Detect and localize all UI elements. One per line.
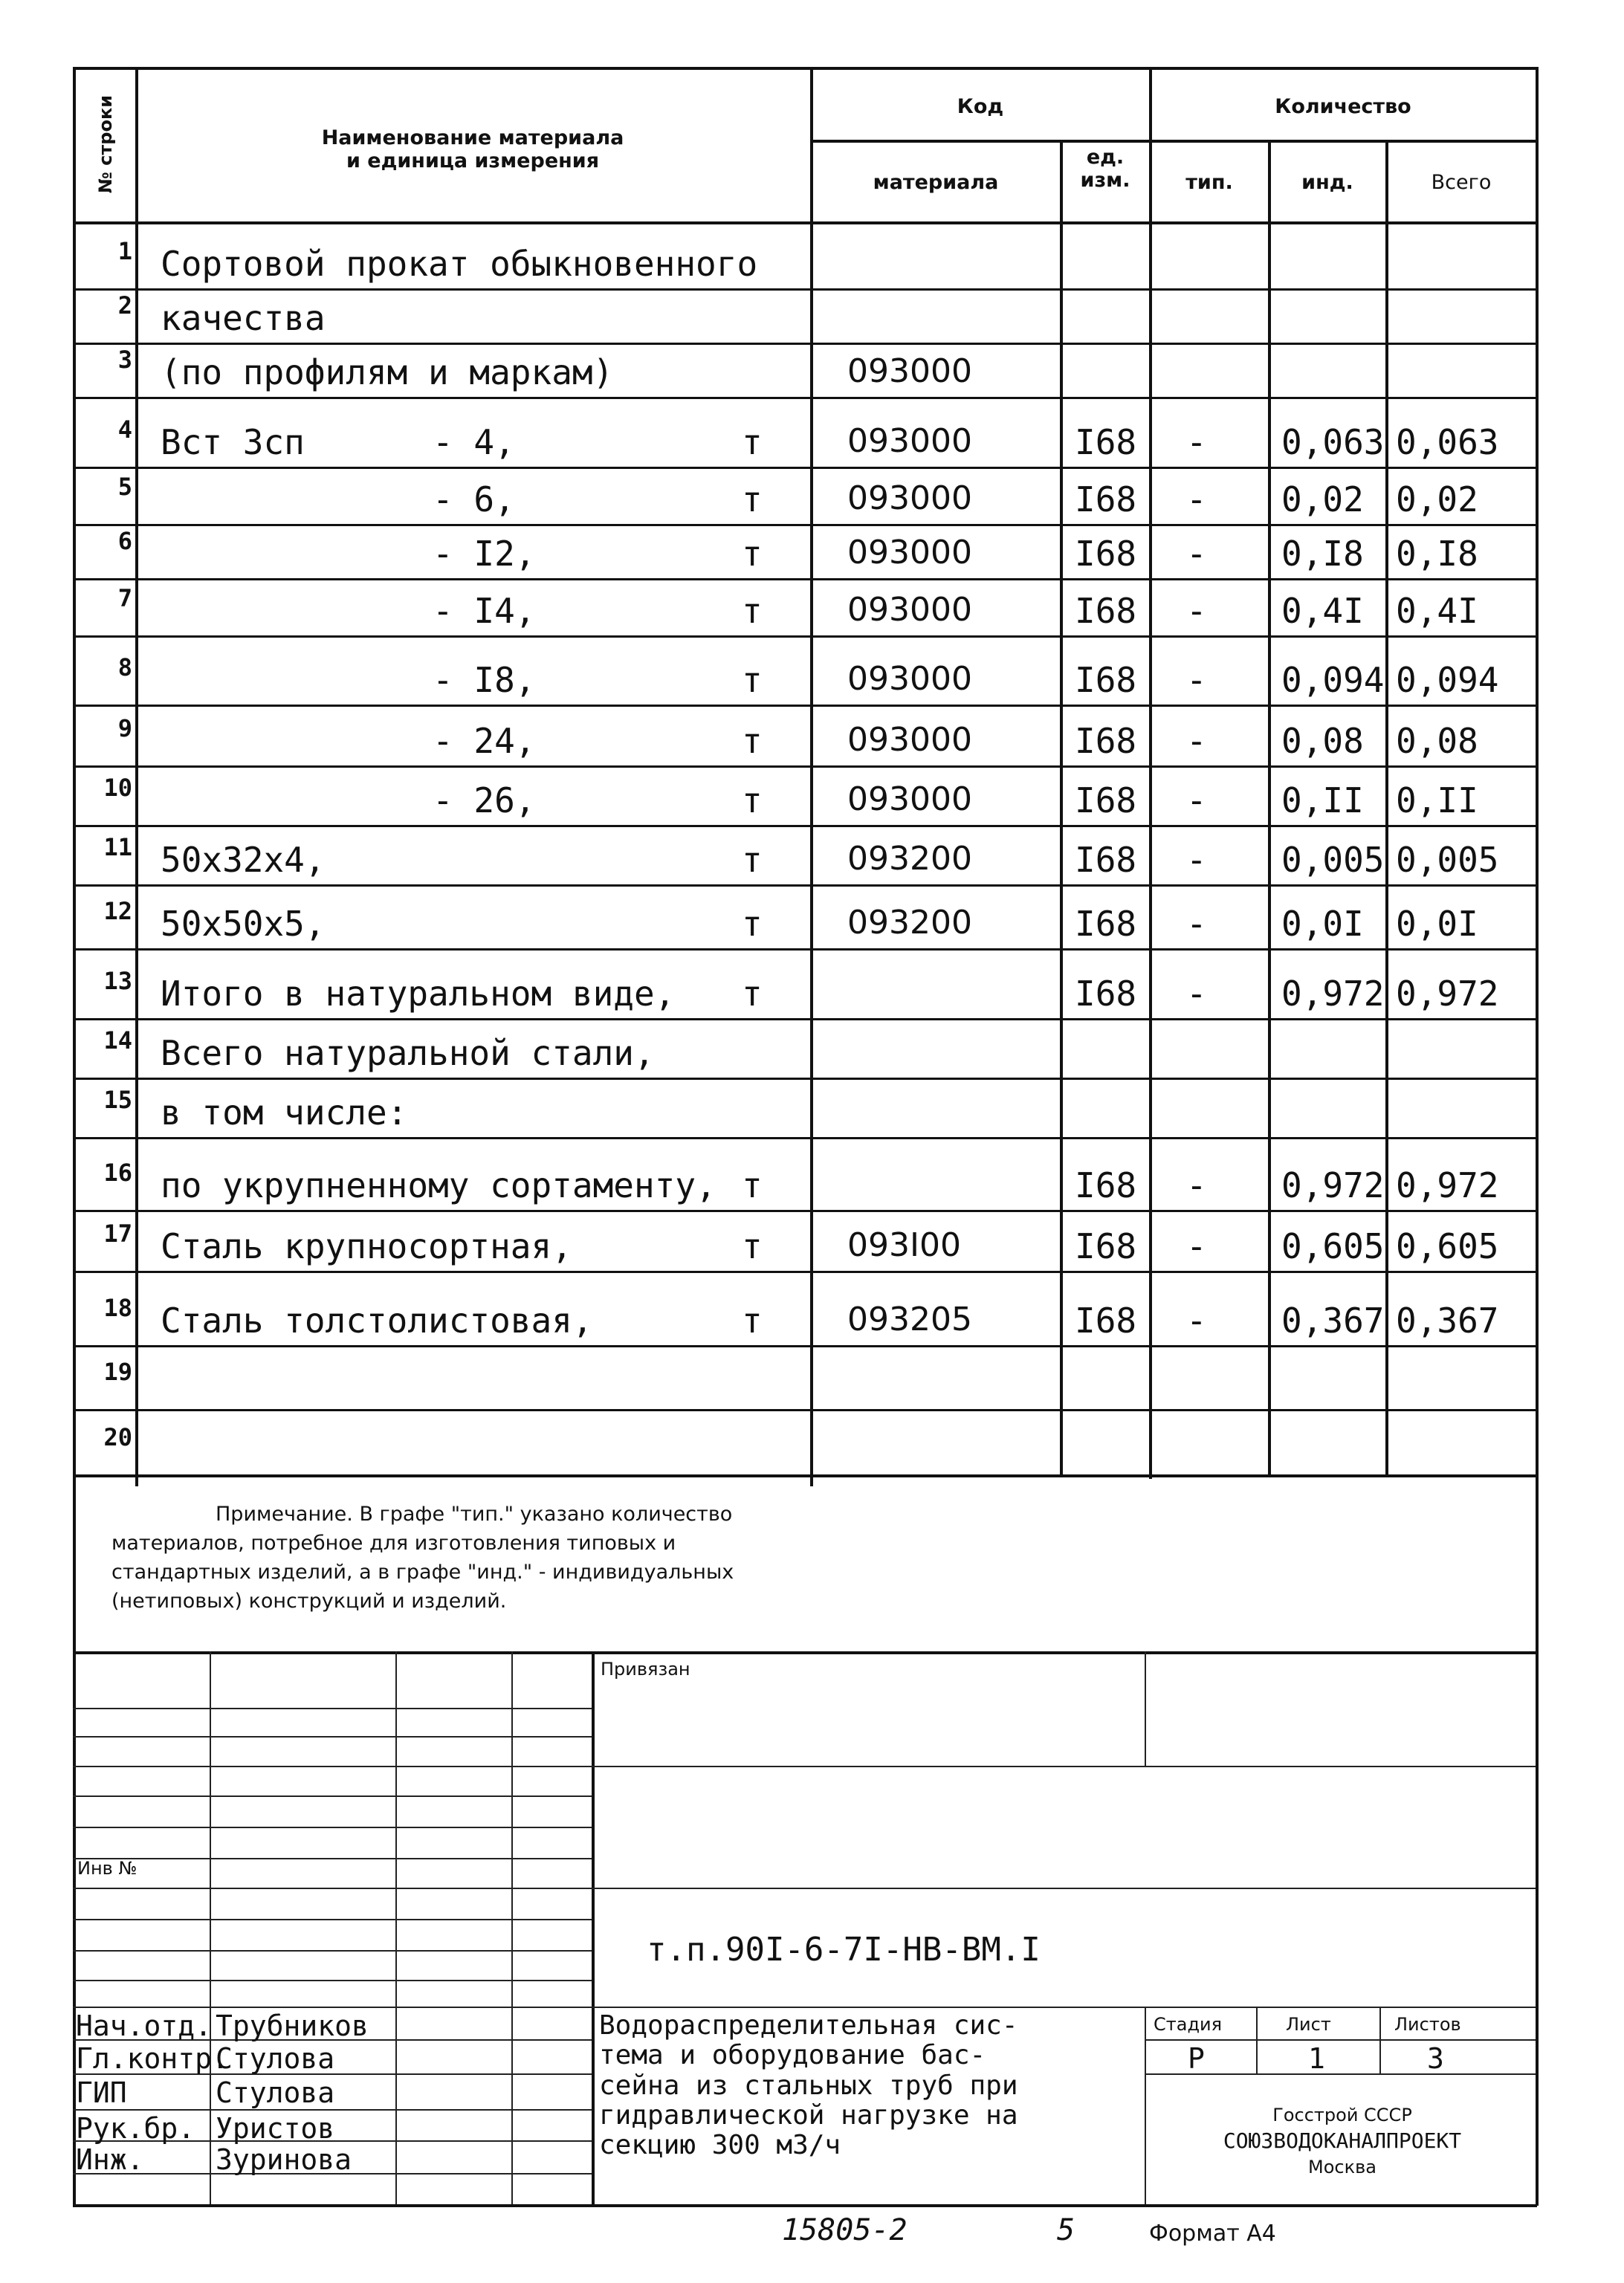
- qty-typ: -: [1186, 974, 1207, 1014]
- signature-role: Гл.контр.: [76, 2042, 229, 2075]
- material-code: 093000: [847, 591, 972, 629]
- header-code: Код: [957, 95, 1004, 118]
- profile-size: - 26,: [433, 780, 536, 820]
- unit-code: I68: [1075, 1226, 1137, 1266]
- material-code: 093000: [847, 534, 972, 571]
- material-code: 093000: [847, 352, 972, 390]
- material-code: 093I00: [847, 1226, 961, 1264]
- qty-typ: -: [1186, 591, 1207, 631]
- material-code: 093200: [847, 904, 972, 942]
- sheet-title: Водораспределительная сис- тема и оборудование бас- сейна из стальных труб при гидравлической нагрузке на секцию 300 м3/ч: [599, 2010, 1018, 2161]
- qty-ind: 0,II: [1281, 780, 1364, 820]
- sheet-header: Лист: [1286, 2014, 1331, 2035]
- row-number: 3: [117, 346, 132, 374]
- qty-typ: -: [1186, 721, 1207, 761]
- signature-name: Трубников: [216, 2010, 369, 2042]
- profile-size: - I4,: [433, 591, 536, 631]
- row-number: 18: [103, 1294, 132, 1322]
- sheet-value: 1: [1308, 2042, 1325, 2075]
- row-number: 7: [117, 584, 132, 612]
- qty-typ: -: [1186, 1301, 1207, 1341]
- unit-code: I68: [1075, 974, 1137, 1014]
- row-number: 6: [117, 527, 132, 555]
- qty-typ: -: [1186, 479, 1207, 519]
- page-number: 5: [1057, 2213, 1075, 2247]
- profile-size: - I8,: [433, 660, 536, 700]
- unit-code: I68: [1075, 660, 1137, 700]
- qty-total: 0,972: [1396, 1165, 1499, 1205]
- unit-letter: т: [742, 660, 763, 700]
- qty-ind: 0,063: [1281, 422, 1385, 462]
- header-unit: ед. изм.: [1080, 146, 1130, 192]
- qty-ind: 0,4I: [1281, 591, 1364, 631]
- qty-total: 0,605: [1396, 1226, 1499, 1266]
- row-number: 20: [103, 1423, 132, 1451]
- qty-total: 0,I8: [1396, 534, 1478, 574]
- unit-letter: т: [742, 721, 763, 761]
- header-name: Наименование материала и единица измерения: [321, 126, 624, 172]
- document-code: т.п.90I-6-7I-НВ-ВМ.I: [647, 1931, 1041, 1969]
- material-code: 093205: [847, 1301, 972, 1338]
- unit-letter: т: [742, 904, 763, 944]
- note-line-1: Примечание. В графе "тип." указано количество: [216, 1503, 733, 1526]
- unit-code: I68: [1075, 1301, 1137, 1341]
- note-line-4: (нетиповых) конструкций и изделий.: [111, 1590, 507, 1613]
- qty-total: 0,063: [1396, 422, 1499, 462]
- signature-name: Стулова: [216, 2076, 335, 2109]
- qty-typ: -: [1186, 422, 1207, 462]
- qty-total: 0,4I: [1396, 591, 1478, 631]
- unit-code: I68: [1075, 1165, 1137, 1205]
- signature-role: Нач.отд.: [76, 2010, 213, 2042]
- material-name: 50x32x4,: [161, 840, 326, 880]
- qty-ind: 0,005: [1281, 840, 1385, 880]
- stage-header: Стадия: [1154, 2014, 1223, 2035]
- row-number: 2: [117, 291, 132, 320]
- unit-letter: т: [742, 591, 763, 631]
- qty-total: 0,08: [1396, 721, 1478, 761]
- material-name: в том числе:: [161, 1092, 408, 1133]
- qty-ind: 0,367: [1281, 1301, 1385, 1341]
- qty-ind: 0,972: [1281, 974, 1385, 1014]
- unit-code: I68: [1075, 840, 1137, 880]
- archive-number: 15805-2: [782, 2213, 908, 2247]
- unit-code: I68: [1075, 422, 1137, 462]
- profile-size: - 6,: [433, 479, 515, 519]
- unit-code: I68: [1075, 904, 1137, 944]
- sheets-value: 3: [1427, 2042, 1444, 2075]
- profile-size: - I2,: [433, 534, 536, 574]
- qty-typ: -: [1186, 534, 1207, 574]
- signature-name: Уристов: [216, 2112, 335, 2145]
- row-number: 16: [103, 1159, 132, 1187]
- header-row-number: № строки: [95, 94, 116, 194]
- material-name: Сортовой прокат обыкновенного: [161, 244, 758, 284]
- qty-ind: 0,08: [1281, 721, 1364, 761]
- row-number: 10: [103, 774, 132, 802]
- profile-size: - 24,: [433, 721, 536, 761]
- material-name: по укрупненному сортаменту,: [161, 1165, 716, 1205]
- sheets-header: Листов: [1394, 2014, 1461, 2035]
- header-quantity: Количество: [1275, 95, 1411, 118]
- header-total: Всего: [1431, 171, 1492, 194]
- format-label: Формат А4: [1149, 2221, 1276, 2247]
- unit-letter: т: [742, 780, 763, 820]
- note: [111, 1500, 1033, 1616]
- qty-typ: -: [1186, 1165, 1207, 1205]
- material-code: 093000: [847, 422, 972, 460]
- unit-letter: т: [742, 974, 763, 1014]
- row-number: 8: [117, 653, 132, 681]
- unit-letter: т: [742, 1165, 763, 1205]
- qty-ind: 0,605: [1281, 1226, 1385, 1266]
- qty-total: 0,02: [1396, 479, 1478, 519]
- material-name: качества: [161, 298, 326, 338]
- qty-total: 0,972: [1396, 974, 1499, 1014]
- qty-typ: -: [1186, 904, 1207, 944]
- material-code: 093200: [847, 840, 972, 878]
- linked-label: Привязан: [601, 1659, 690, 1680]
- material-code: 093000: [847, 721, 972, 759]
- row-number: 5: [117, 473, 132, 501]
- row-number: 17: [103, 1220, 132, 1248]
- signature-name: Стулова: [216, 2042, 335, 2075]
- organization: Госстрой СССР СОЮЗВОДОКАНАЛПРОЕКТ Москва: [1223, 2105, 1462, 2178]
- profile-size: - 4,: [433, 422, 515, 462]
- qty-total: 0,367: [1396, 1301, 1499, 1341]
- signature-name: Зуринова: [216, 2143, 352, 2176]
- qty-total: 0,094: [1396, 660, 1499, 700]
- row-number: 9: [117, 714, 132, 742]
- material-code: 093000: [847, 780, 972, 818]
- material-name: Сталь крупносортная,: [161, 1226, 572, 1266]
- signature-role: Инж.: [76, 2143, 144, 2176]
- unit-code: I68: [1075, 591, 1137, 631]
- unit-code: I68: [1075, 534, 1137, 574]
- qty-typ: -: [1186, 1226, 1207, 1266]
- qty-total: 0,005: [1396, 840, 1499, 880]
- material-name: (по профилям и маркам): [161, 352, 614, 392]
- qty-typ: -: [1186, 660, 1207, 700]
- material-name: Всего натуральной стали,: [161, 1033, 655, 1073]
- unit-code: I68: [1075, 780, 1137, 820]
- unit-letter: т: [742, 840, 763, 880]
- material-name: Вст 3сп: [161, 422, 305, 462]
- row-number: 4: [117, 415, 132, 444]
- header-ind: инд.: [1301, 171, 1353, 194]
- row-number: 19: [103, 1358, 132, 1386]
- row-number: 13: [103, 967, 132, 995]
- stage-value: Р: [1188, 2042, 1205, 2075]
- row-number: 11: [103, 833, 132, 861]
- header-material-code: материала: [873, 171, 999, 194]
- qty-ind: 0,094: [1281, 660, 1385, 700]
- signature-role: Рук.бр.: [76, 2112, 195, 2145]
- qty-ind: 0,0I: [1281, 904, 1364, 944]
- material-name: Итого в натуральном виде,: [161, 974, 676, 1014]
- qty-ind: 0,972: [1281, 1165, 1385, 1205]
- qty-ind: 0,02: [1281, 479, 1364, 519]
- qty-ind: 0,I8: [1281, 534, 1364, 574]
- unit-letter: т: [742, 422, 763, 462]
- material-code: 093000: [847, 479, 972, 517]
- qty-total: 0,II: [1396, 780, 1478, 820]
- header-typ: тип.: [1185, 171, 1233, 194]
- inventory-label: Инв №: [77, 1858, 138, 1879]
- unit-letter: т: [742, 1226, 763, 1266]
- material-code: 093000: [847, 660, 972, 698]
- material-name: 50x50x5,: [161, 904, 326, 944]
- row-number: 1: [117, 237, 132, 265]
- unit-letter: т: [742, 534, 763, 574]
- qty-typ: -: [1186, 780, 1207, 820]
- row-number: 12: [103, 897, 132, 925]
- row-number: 15: [103, 1086, 132, 1114]
- qty-typ: -: [1186, 840, 1207, 880]
- unit-code: I68: [1075, 479, 1137, 519]
- note-line-2: материалов, потребное для изготовления типовых и: [111, 1532, 676, 1555]
- unit-letter: т: [742, 1301, 763, 1341]
- material-name: Сталь толстолистовая,: [161, 1301, 593, 1341]
- unit-letter: т: [742, 479, 763, 519]
- unit-code: I68: [1075, 721, 1137, 761]
- row-number: 14: [103, 1026, 132, 1055]
- note-line-3: стандартных изделий, а в графе "инд." - индивидуальных: [111, 1561, 734, 1584]
- signature-role: ГИП: [76, 2076, 127, 2109]
- qty-total: 0,0I: [1396, 904, 1478, 944]
